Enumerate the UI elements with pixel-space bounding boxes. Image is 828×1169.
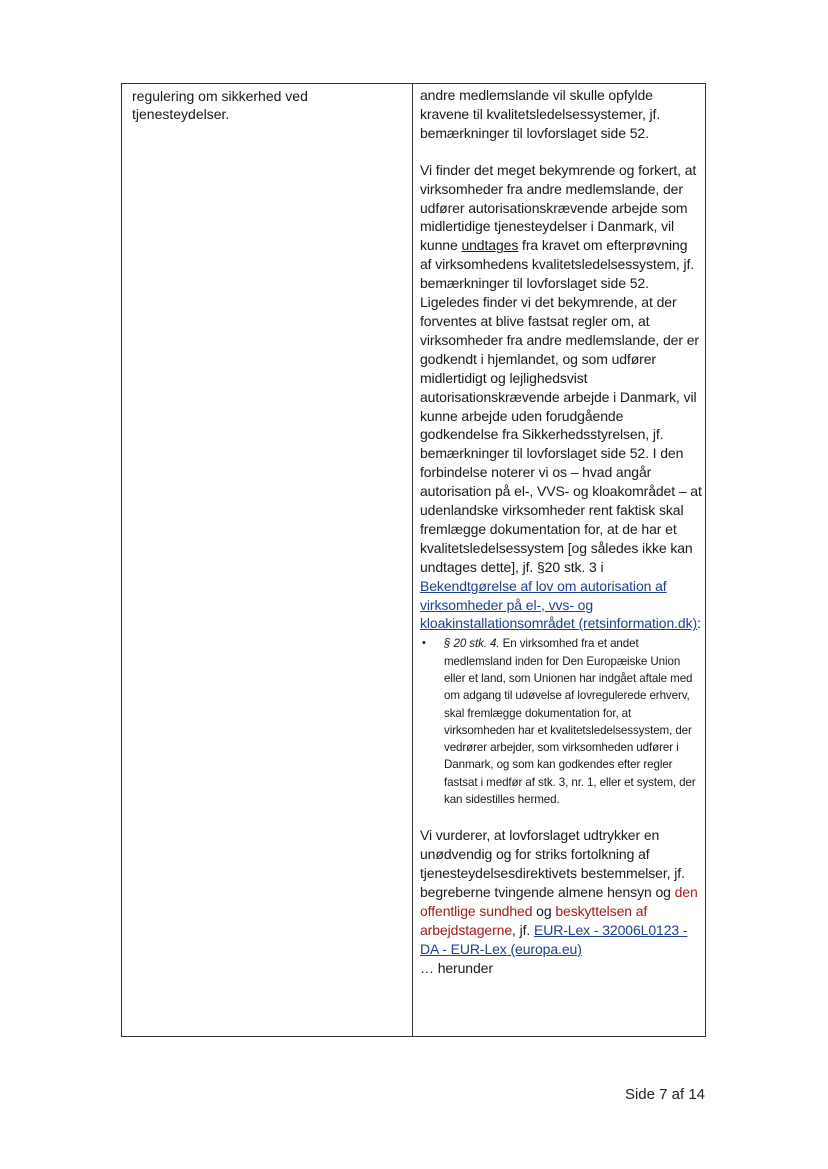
worker-protection-phrase: beskyttelsen af arbejdstagerne <box>420 902 648 938</box>
undtages-underlined: undtages <box>461 237 519 254</box>
paragraph-3-og: og <box>532 902 556 919</box>
bullet-marker: • <box>422 637 426 650</box>
paragraph-4: … herunder <box>420 959 493 976</box>
bullet-section-ref: § 20 stk. 4. <box>444 637 500 651</box>
paragraph-1: andre medlemslande vil skulle opfylde kravene til kvalitetsledelsessystemer, jf. bemærkninger til lovforslaget side 52. <box>420 87 661 141</box>
paragraph-2 <box>420 161 702 634</box>
left-cell <box>132 87 402 123</box>
paragraph-2-text-a: Vi finder det meget bekymrende og forkert, at virksomheder fra andre medlemslande, der udfører autorisationskrævende arbejde som midlertidige tjenesteydelser i Danmark, vil kunne <box>420 161 697 254</box>
paragraph-2-text-b: fra kravet om efterprøvning af virksomhedens kvalitetsledelsessystem, jf. bemærkninger til lovforslaget side 52. Ligeledes finder vi det bekymrende, at der forventes at blive fastsat regler om, at virksomheder fra andre medlemslande, der er godkendt i hjemlandet, og som udfører midlertidigt og lejlighedsvist autorisationskrævende arbejde i Danmark, vil kunne arbejde uden forudgående godkendelse fra Sikkerhedsstyrelsen, jf. bemærkninger til lovforslaget side 52. I den forbindelse noterer vi os – hvad angår autorisation på el-, VVS- og kloakområdet – at udenlandske virksomheder rent faktisk skal fremlægge dokumentation for, at de har et kvalitetsledelsessystem [og således ikke kan undtages dette], jf. §20 stk. 3 i <box>420 237 702 575</box>
paragraph-3-jf: , jf. <box>512 921 534 938</box>
column-divider <box>412 84 413 1036</box>
list-item <box>420 635 702 808</box>
left-cell-text: regulering om sikkerhed ved tjenesteydelser. <box>132 88 308 122</box>
eur-lex-link[interactable]: EUR-Lex - 32006L0123 - DA - EUR-Lex (europa.eu) <box>420 921 688 957</box>
public-health-phrase: den offentlige sundhed <box>420 884 698 919</box>
bullet-list <box>420 635 702 808</box>
paragraph-2-colon: : <box>697 615 701 632</box>
page-number: Side 7 af 14 <box>624 1086 705 1103</box>
retsinformation-link[interactable]: Bekendtgørelse af lov om autorisation af virksomheder på el-, vvs- og kloakinstallationsområdet (retsinformation.dk) <box>420 577 698 632</box>
right-cell <box>420 86 702 978</box>
paragraph-3 <box>420 826 702 958</box>
comment-table <box>121 83 706 1037</box>
paragraph-3-text-a: Vi vurderer, at lovforslaget udtrykker en unødvendig og for striks fortolkning af tjenesteydelsesdirektivets bestemmelser, jf. begreberne tvingende almene hensyn og <box>420 827 685 901</box>
bullet-text: En virksomhed fra et andet medlemsland inden for Den Europæiske Union eller et land, som Unionen har indgået aftale med om adgang til udøvelse af lovregulerede erhverv, skal fremlægge dokumentation for, at virksomheden har et kvalitetsledelsessystem, der vedrører arbejder, som virksomheden udfører i Danmark, og som kan godkendes efter regler fastsat i medfør af stk. 3, nr. 1, eller et system, der kan sidestilles hermed. <box>444 637 696 807</box>
